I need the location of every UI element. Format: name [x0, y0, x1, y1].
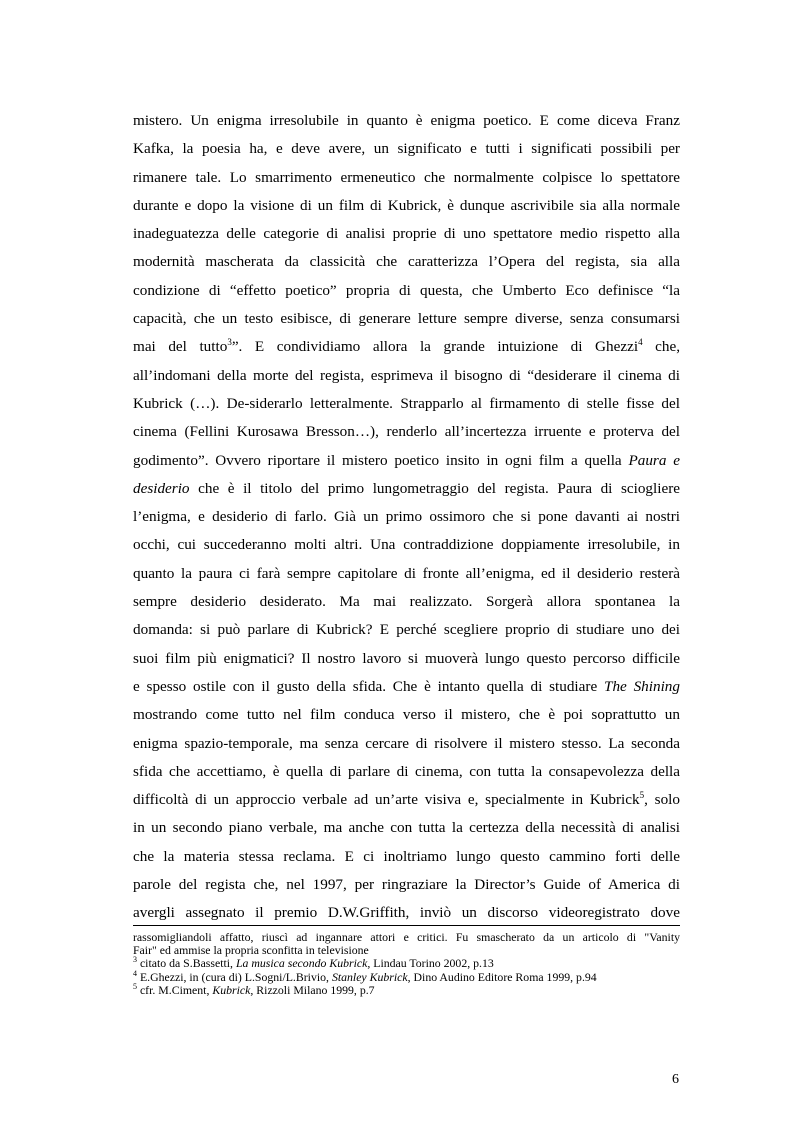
- text-run: Kubrick,: [212, 982, 254, 997]
- text-line: [133, 645, 680, 673]
- text-run: ”. E condividiamo allora la grande intuizione di Ghezzi: [231, 338, 639, 356]
- text-run: Kafka, la poesia ha, e deve avere, un significato e tutti i significati possibili per: [133, 140, 680, 158]
- text-run: enigma spazio-temporale, ma senza cercare di risolvere il mistero stesso. La seconda: [133, 734, 680, 752]
- text-run: Fair" ed ammise la propria sconfitta in televisione: [133, 943, 369, 958]
- text-run: Stanley Kubrick: [331, 969, 408, 984]
- text-run: durante e dopo la visione di un film di Kubrick, è dunque ascrivibile sia alla normale: [133, 196, 680, 214]
- text-run: modernità mascherata da classicità che caratterizza l’Opera del regista, sia alla: [133, 253, 680, 271]
- text-run: occhi, cui succederanno molti altri. Una contraddizione doppiamente irresolubile, in: [133, 536, 680, 554]
- text-line: [133, 390, 680, 418]
- text-run: l’enigma, e desiderio di farlo. Già un primo ossimoro che si pone davanti ai nostri: [133, 508, 680, 526]
- text-run: rassomigliandoli affatto, riuscì ad ingannare attori e critici. Fu smascherato da un articolo di "Vanity: [133, 930, 680, 944]
- text-line: [133, 786, 680, 814]
- text-run: parole del regista che, nel 1997, per ringraziare la Director’s Guide of America di: [133, 876, 680, 894]
- text-run: in un secondo piano verbale, ma anche con tutta la certezza della necessità di analisi: [133, 819, 680, 837]
- text-line: [133, 814, 680, 842]
- text-line: [133, 164, 680, 192]
- text-run: cfr. M.Ciment,: [137, 982, 213, 997]
- text-line: [133, 447, 680, 475]
- text-line: [133, 192, 680, 220]
- text-line: [133, 362, 680, 390]
- text-run: mistero. Un enigma irresolubile in quanto è enigma poetico. E come diceva Franz: [133, 112, 680, 129]
- text-run: all’indomani della morte del regista, esprimeva il bisogno di “desiderare il cinema di: [133, 366, 680, 384]
- text-line: [133, 560, 680, 588]
- text-line: [133, 758, 680, 786]
- text-line: [133, 503, 680, 531]
- footnote-ref: 4: [638, 337, 643, 348]
- footnote-ref: 5: [133, 981, 137, 991]
- footnote-ref: 5: [639, 790, 645, 801]
- text-line: [133, 843, 680, 871]
- body-text: [133, 107, 680, 928]
- text-run: che la materia stessa reclama. E ci inoltriamo lungo questo cammino forti delle: [133, 847, 680, 865]
- text-line: [133, 305, 680, 333]
- text-run: Lindau Torino 2002, p.13: [370, 956, 494, 971]
- text-line: [133, 475, 680, 503]
- text-run: Rizzoli Milano 1999, p.7: [253, 982, 375, 997]
- text-line: [133, 248, 680, 276]
- text-run: capacità, che un testo esibisce, di generare letture sempre diverse, senza consumarsi: [133, 310, 680, 328]
- text-run: avergli assegnato il premio D.W.Griffith, inviò un discorso videoregistrato dove: [133, 904, 680, 922]
- text-run: La musica secondo Kubrick,: [235, 956, 371, 971]
- text-line: [133, 277, 680, 305]
- text-line: [133, 418, 680, 446]
- text-run: che è il titolo del primo lungometraggio del regista. Paura di sciogliere: [189, 479, 680, 497]
- text-run: domanda: si può parlare di Kubrick? E perché scegliere proprio di studiare uno dei: [133, 621, 680, 639]
- text-run: Paura e: [628, 451, 680, 469]
- text-run: , Dino Audino Editore Roma 1999, p.94: [407, 969, 597, 984]
- footnote-ref: 4: [133, 968, 137, 978]
- text-line: [133, 701, 680, 729]
- text-line: [133, 871, 680, 899]
- text-run: mostrando come tutto nel film conduca verso il mistero, che è poi soprattutto un: [133, 706, 680, 724]
- text-run: quanto la paura ci farà sempre capitolare di fronte all’enigma, ed il desiderio resterà: [133, 564, 680, 582]
- text-line: [133, 333, 680, 361]
- text-run: sempre desiderio desiderato. Ma mai realizzato. Sorgerà allora spontanea la: [133, 593, 680, 611]
- text-run: condizione di “effetto poetico” propria di questa, che Umberto Eco definisce “la: [133, 281, 680, 299]
- text-run: citato da S.Bassetti,: [137, 956, 236, 971]
- footnote-line: [133, 981, 680, 997]
- text-line: [133, 673, 680, 701]
- page-number: 6: [672, 1072, 679, 1087]
- text-run: che,: [642, 338, 680, 356]
- text-run: rimanere tale. Lo smarrimento ermeneutico che normalmente colpisce lo spettatore: [133, 168, 680, 186]
- text-run: e spesso ostile con il gusto della sfida. Che è intanto quella di studiare: [133, 677, 604, 695]
- text-line: [133, 531, 680, 559]
- text-run: inadeguatezza delle categorie di analisi proprie di uno spettatore medio rispetto alla: [133, 225, 680, 243]
- text-run: desiderio: [133, 479, 190, 497]
- footnote-ref: 3: [133, 955, 137, 965]
- text-run: E.Ghezzi, in (cura di) L.Sogni/L.Brivio,: [137, 969, 332, 984]
- text-line: [133, 220, 680, 248]
- text-run: sfida che accettiamo, è quella di parlare di cinema, con tutta la consapevolezza della: [133, 762, 680, 780]
- text-line: [133, 135, 680, 163]
- footnote-separator: [133, 925, 680, 926]
- footnote-ref: 3: [227, 337, 232, 348]
- text-line: [133, 899, 680, 927]
- text-line: [133, 588, 680, 616]
- text-line: [133, 730, 680, 758]
- text-run: godimento”. Ovvero riportare il mistero poetico insito in ogni film a quella: [133, 451, 629, 469]
- text-run: , solo: [644, 791, 680, 809]
- text-run: mai del tutto: [133, 338, 228, 356]
- text-line: [133, 616, 680, 644]
- text-run: cinema (Fellini Kurosawa Bresson…), renderlo all’incertezza irruente e proterva del: [133, 423, 680, 441]
- text-run: Kubrick (…). De-siderarlo letteralmente. Strapparlo al firmamento di stelle fisse del: [133, 394, 680, 412]
- text-run: The Shining: [604, 677, 680, 695]
- text-run: difficoltà di un approccio verbale ad un’arte visiva e, specialmente in Kubrick: [133, 791, 640, 809]
- text-line: [133, 107, 680, 135]
- footnotes: [133, 931, 680, 997]
- text-run: suoi film più enigmatici? Il nostro lavoro si muoverà lungo questo percorso difficile: [133, 649, 680, 667]
